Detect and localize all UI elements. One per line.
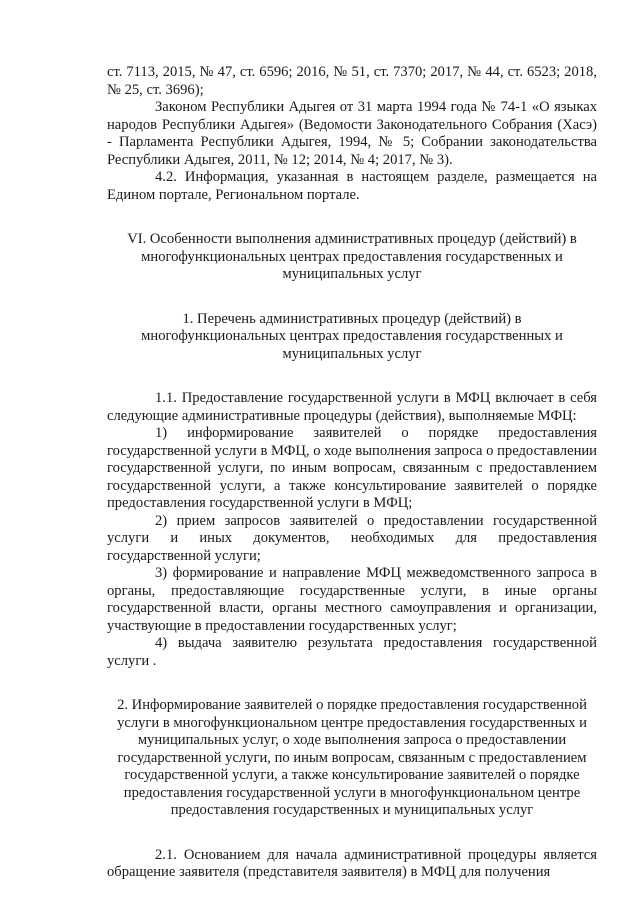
subsection-2-heading: 2. Информирование заявителей о порядке предоставления государственной услуги в многофункциональном центре предоставления государственных и муниципальных услуг, о ходе выполнения запроса о предоставлении государственной услуги, по иным вопросам, связанным с предоставлением государственной услуги, а также консультирование заявителей о порядке предоставления государственной услуги в многофункциональном центре предоставления государственных и муниципальных услуг xyxy=(117,697,587,818)
paragraph-4-2: 4.2. Информация, указанная в настоящем разделе, размещается на Едином портале, Региональном портале. xyxy=(107,169,597,203)
document-body xyxy=(107,64,597,882)
list-item-3: 3) формирование и направление МФЦ межведомственного запроса в органы, предоставляющие государственные услуги, в иные органы государственной власти, органы местного самоуправления и организации, участвующие в предоставлении государственных услуг; xyxy=(107,565,597,634)
paragraph-2-1: 2.1. Основанием для начала административной процедуры является обращение заявителя (представителя заявителя) в МФЦ для получения xyxy=(107,846,597,880)
paragraph-1-1: 1.1. Предоставление государственной услуги в МФЦ включает в себя следующие административные процедуры (действия), выполняемые МФЦ: xyxy=(107,390,597,424)
list-item-2: 2) прием запросов заявителей о предоставлении государственной услуги и иных документов, необходимых для предоставления государственной услуги; xyxy=(107,512,597,564)
subsection-1-heading: 1. Перечень административных процедур (действий) в многофункциональных центрах предоставления государственных и муниципальных услуг xyxy=(141,310,563,362)
list-item-4: 4) выдача заявителю результата предоставления государственной услуги . xyxy=(107,635,597,669)
citation-tail-paragraph: ст. 7113, 2015, № 47, ст. 6596; 2016, № 51, ст. 7370; 2017, № 44, ст. 6523; 2018, № 25, ст. 3696); xyxy=(107,64,597,98)
section-vi-heading: VI. Особенности выполнения административных процедур (действий) в многофункциональных центрах предоставления государственных и муниципальных услуг xyxy=(127,231,577,282)
adygea-law-paragraph: Законом Республики Адыгея от 31 марта 1994 года № 74-1 «О языках народов Республики Адыгея» (Ведомости Законодательного Собрания (Хасэ) - Парламента Республики Адыгея, 1994, № 5; Собрании законодательства Республики Адыгея, 2011, № 12; 2014, № 4; 2017, № 3). xyxy=(107,99,597,168)
list-item-1: 1) информирование заявителей о порядке предоставления государственной услуги в МФЦ, о ходе выполнения запроса о предоставлении государственной услуги, по иным вопросам, связанным с предоставлением государственной услуги, а также консультирование заявителей о порядке предоставления государственной услуги в МФЦ; xyxy=(107,425,597,511)
